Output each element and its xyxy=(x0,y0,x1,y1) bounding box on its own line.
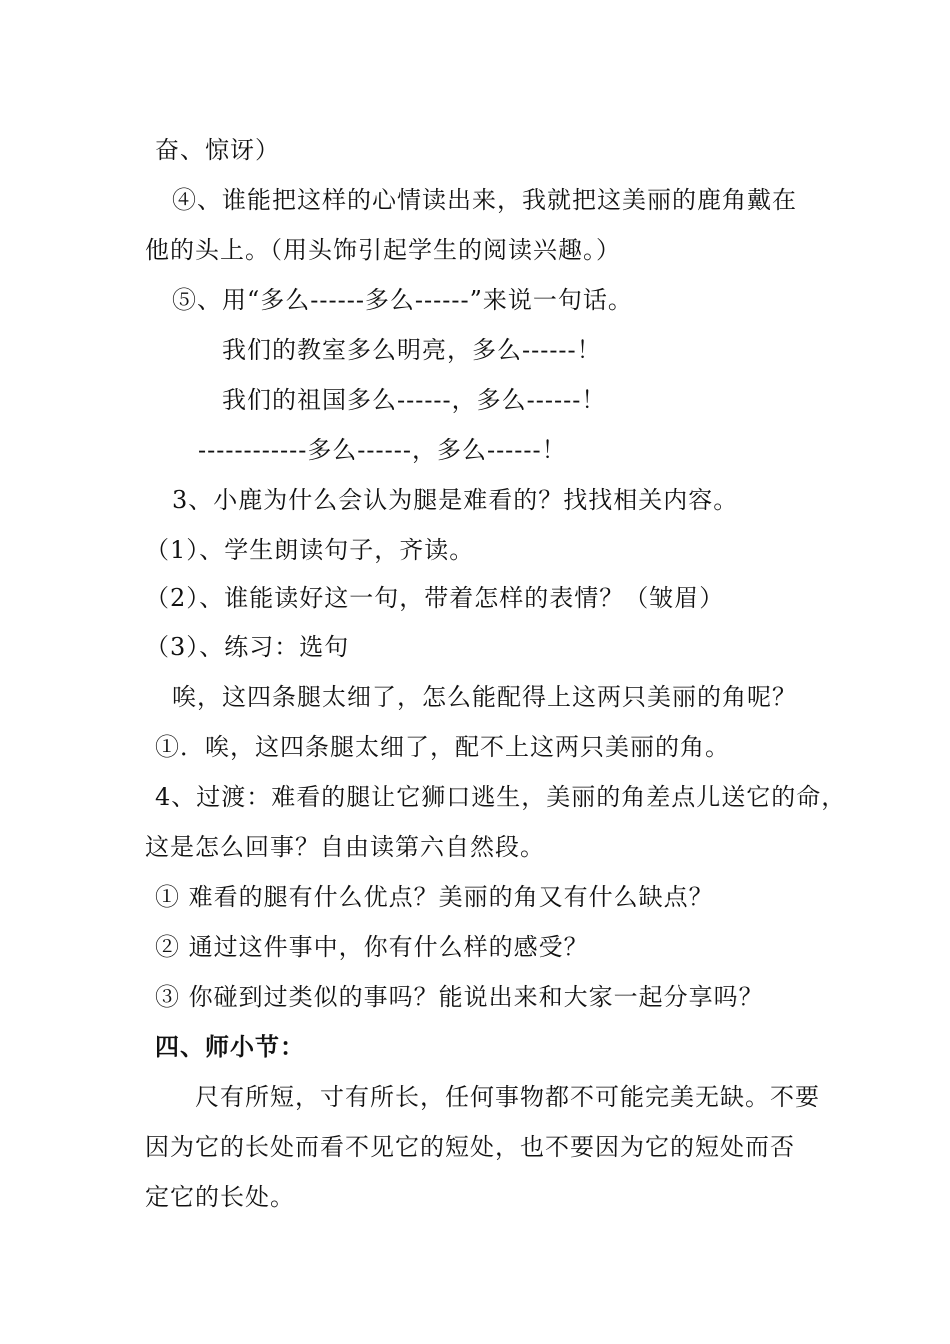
text-line-13: ①．唉，这四条腿太细了，配不上这两只美丽的角。 xyxy=(155,733,730,761)
text-line-8: 3、小鹿为什么会认为腿是难看的？找找相关内容。 xyxy=(172,486,739,514)
text-line-2: ④、谁能把这样的心情读出来，我就把这美丽的鹿角戴在 xyxy=(172,186,797,214)
text-line-1: 奋、惊讶） xyxy=(155,136,280,164)
text-line-20: 尺有所短，寸有所长，任何事物都不可能完美无缺。不要 xyxy=(195,1083,820,1111)
text-line-12: 唉，这四条腿太细了，怎么能配得上这两只美丽的角呢？ xyxy=(172,683,797,711)
section-heading: 四、师小节： xyxy=(155,1032,305,1061)
text-line-4: ⑤、用“多么------多么------”来说一句话。 xyxy=(172,286,633,314)
text-line-5: 我们的教室多么明亮，多么------！ xyxy=(222,336,602,364)
text-line-17: ② 通过这件事中，你有什么样的感受？ xyxy=(155,933,589,961)
text-line-21: 因为它的长处而看不见它的短处，也不要因为它的短处而否 xyxy=(145,1133,795,1161)
text-line-3: 他的头上。（用头饰引起学生的阅读兴趣。） xyxy=(145,236,621,264)
text-line-22: 定它的长处。 xyxy=(145,1183,295,1211)
text-line-15: 这是怎么回事？自由读第六自然段。 xyxy=(145,833,545,861)
text-line-9: （1）、学生朗读句子，齐读。 xyxy=(145,536,475,564)
text-line-14: 4、过渡：难看的腿让它狮口逃生，美丽的角差点儿送它的命， xyxy=(155,783,847,811)
text-line-11: （3）、练习：选句 xyxy=(145,633,350,661)
text-line-16: ① 难看的腿有什么优点？美丽的角又有什么缺点？ xyxy=(155,883,714,911)
text-line-6: 我们的祖国多么------，多么------！ xyxy=(222,386,607,414)
text-line-18: ③ 你碰到过类似的事吗？能说出来和大家一起分享吗？ xyxy=(155,983,764,1011)
text-line-7: ------------多么------，多么------！ xyxy=(198,436,567,464)
text-line-10: （2）、谁能读好这一句，带着怎样的表情？（皱眉） xyxy=(145,584,725,612)
